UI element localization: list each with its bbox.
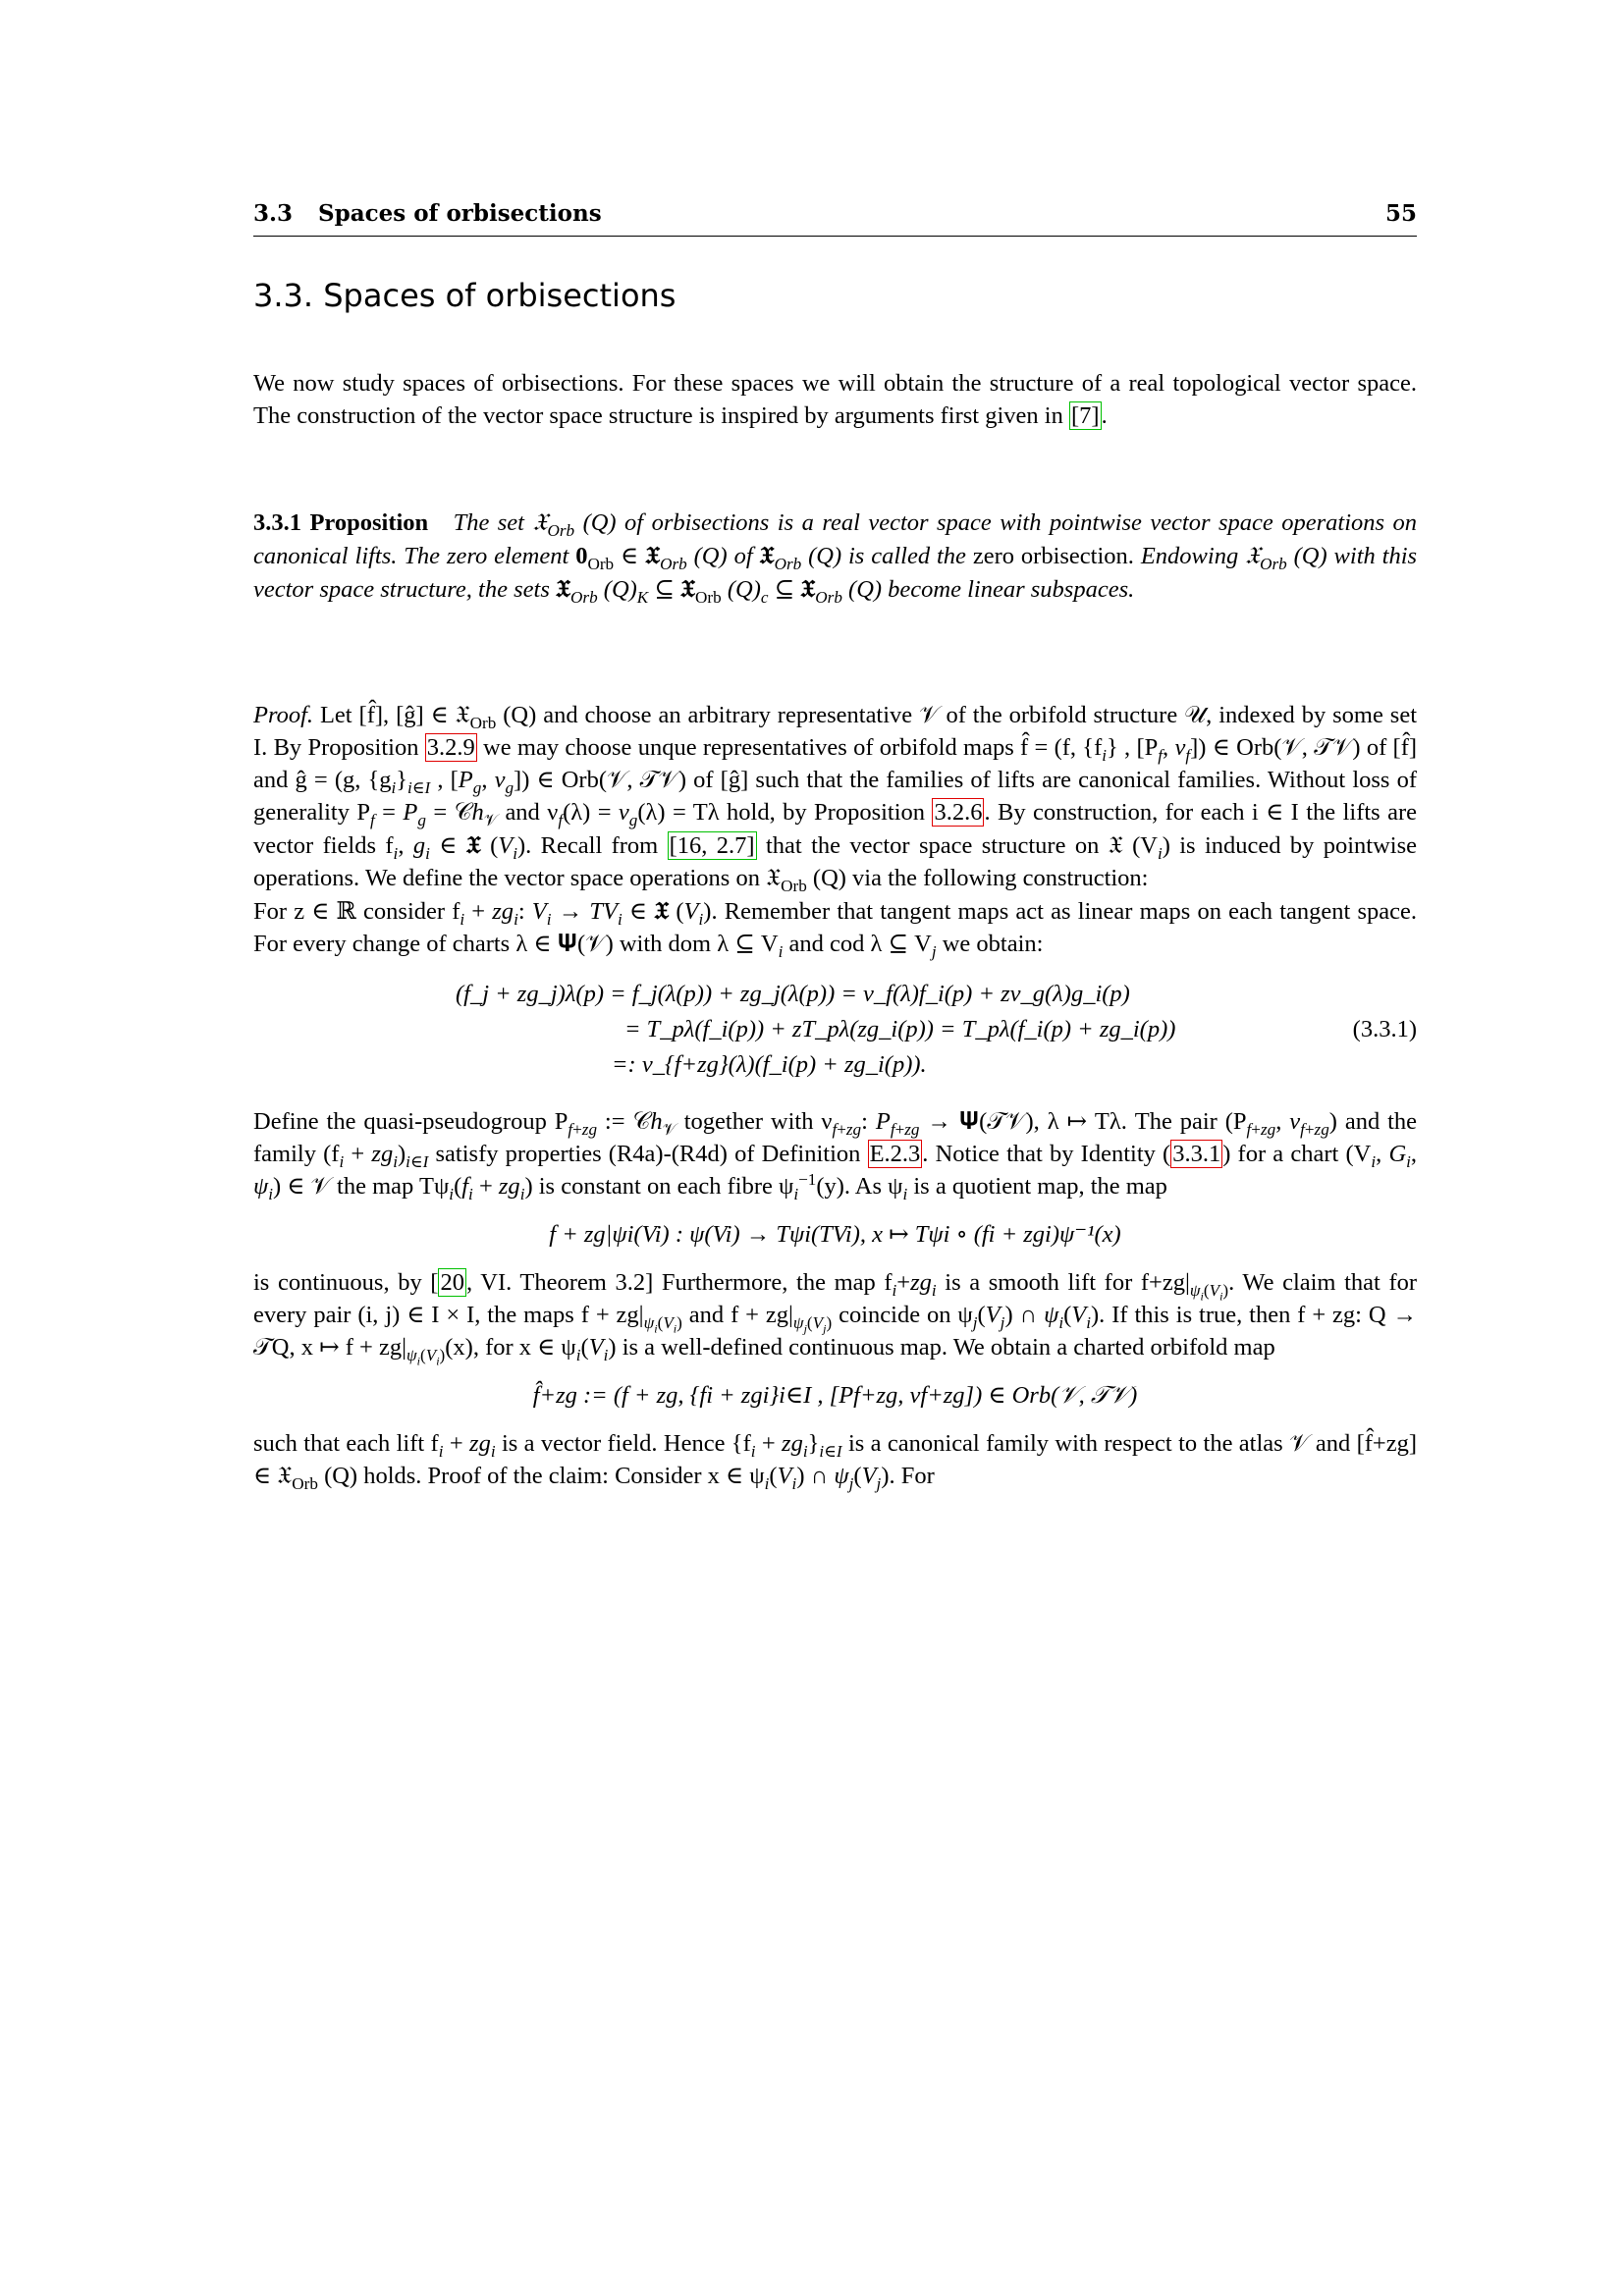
intro-paragraph: We now study spaces of orbisections. For these spaces we will obtain the structure of a real topological vector space. The construction of the vector space structure is inspired by arguments first given in [7].	[253, 370, 1417, 429]
citation-link-16[interactable]: [16, 2.7]	[669, 832, 755, 859]
equation-line-3: =: ν_{f+zg}(λ)(f_i(p) + zg_i(p)).	[612, 1051, 927, 1078]
proposition-3-3-1: 3.3.1 Proposition The set 𝔛$_{Orb}$ (Q) of orbisections is a real vector space with pointwise vector space operations on canonical lifts. The zero element $0_{Orb}$ ∈ 𝔛$_{Orb}$ (Q) of 𝔛$_{Orb}$ (Q) is called the zero orbisection. Endowing 𝔛$_{Orb}$ (Q) with this vector space structure, the sets 𝔛$_{Orb}$ $(Q)_K$ ⊆ 𝔛$_{Orb}$ $(Q)_c$ ⊆ 𝔛$_{Orb}$ (Q) become linear subspaces.	[253, 509, 1418, 607]
zero-word: zero	[972, 543, 1015, 569]
ref-eq-3-3-1[interactable]: 3.3.1	[1172, 1141, 1221, 1167]
proof-paragraph-1: Proof. Let [f̂], [ĝ] ∈ 𝔛$_{Orb}$ (Q) and choose an arbitrary representative 𝒱 of the orbifold structure 𝒰, indexed by some set I. By Proposition 3.2.9 we may choose unque representatives of orbifold maps f̂ = (f, $\{f_i\}$ , [$P_f$, $\nu_f$]) ∈ Orb(𝒱, 𝒯𝒱) of [f̂] and ĝ = (g, $\{g_i\}_{i\in I}$ , [$P_g$, $\nu_g$]) ∈ Orb(𝒱, 𝒯𝒱) of [ĝ] such that the families of lifts are canonical families. Without loss of generality $P_f = P_g$ = 𝒞h$_𝒱$ and $\nu_f(\lambda) = \nu_g(\lambda) = T\lambda$ hold, by Proposition 3.2.6. By construction, for each i ∈ I the lifts are vector fields $f_i$, $g_i$ ∈ 𝔛 $(V_i)$. Recall from [16, 2.7] that the vector space structure on 𝔛 $(V_i)$ is induced by pointwise operations. We define the vector space operations on 𝔛$_{Orb}$ (Q) via the following construction:	[253, 702, 1418, 895]
display-equation-continuity: f + zg|ψi(Vi) : ψ(Vi) → Tψi(TVi), x ↦ Tψi ∘ (fi + zgi)ψ⁻¹(x)	[549, 1221, 1121, 1248]
equation-line-1: (f_j + zg_j)λ(p) = f_j(λ(p)) + zg_j(λ(p)) = ν_f(λ)f_i(p) + zν_g(λ)g_i(p)	[456, 981, 1130, 1007]
ref-def-e-2-3[interactable]: E.2.3	[869, 1141, 921, 1167]
proof-paragraph-3: Define the quasi-pseudogroup $P_{f+zg}$ := 𝒞h$_𝒱$ together with $\nu_{f+zg}$: $P_{f+zg}$ → 𝚿(𝒯𝒱), λ ↦ Tλ. The pair ($P_{f+zg}$, $\nu_{f+zg}$) and the family $(f_i + zg_i)_{i\in I}$ satisfy properties (R4a)-(R4d) of Definition E.2.3. Notice that by Identity (3.3.1) for a chart ($V_i$, $G_i$, $\psi_i$) ∈ 𝒱 the map $T\psi_i(f_i + zg_i)$ is constant on each fibre $\psi_i^{-1}(y)$. As $\psi_i$ is a quotient map, the map	[253, 1108, 1418, 1203]
ref-prop-3-2-9[interactable]: 3.2.9	[426, 734, 475, 761]
header-section	[253, 200, 602, 227]
equation-line-2: = T_pλ(f_i(p)) + zT_pλ(zg_i(p)) = T_pλ(f_i(p) + zg_i(p))	[624, 1016, 1176, 1042]
running-header	[253, 196, 1417, 237]
header-section-number: 3.3	[253, 200, 294, 227]
citation-link-7[interactable]: [7]	[1070, 402, 1100, 429]
citation-link-20[interactable]: 20	[440, 1269, 464, 1296]
page-number: 55	[1384, 200, 1417, 227]
equation-3-3-1	[253, 978, 1417, 1088]
proof-block	[253, 699, 1417, 1492]
proof-paragraph-2: For z ∈ ℝ consider $f_i + zg_i$: $V_i \to TV_i$ ∈ 𝔛 $(V_i)$. Remember that tangent maps act as linear maps on each tangent space. For every change of charts λ ∈ 𝚿(𝒱) with dom λ ⊆ $V_i$ and cod λ ⊆ $V_j$ we obtain:	[253, 896, 1417, 961]
orbisection-word: orbisection.	[1020, 543, 1134, 569]
ref-prop-3-2-6[interactable]: 3.2.6	[934, 799, 983, 826]
equation-number: (3.3.1)	[1352, 1016, 1417, 1042]
header-section-title: Spaces of orbisections	[318, 200, 602, 227]
display-equation-orbifold-map: f̂+zg := (f + zg, {fi + zgi}i∈I , [Pf+zg, νf+zg]) ∈ Orb(𝒱, 𝒯𝒱)	[532, 1382, 1138, 1409]
section-heading: 3.3. Spaces of orbisections	[253, 277, 677, 314]
proof-label: Proof.	[253, 702, 314, 728]
proof-paragraph-5: such that each lift $f_i + zg_i$ is a vector field. Hence $\{f_i + zg_i\}_{i\in I}$ is a canonical family with respect to the atlas 𝒱 and [f̂+zg] ∈ 𝔛$_{Orb}$ (Q) holds. Proof of the claim: Consider x ∈ $\psi_i(V_i)$ ∩ $\psi_j(V_j)$. For	[253, 1430, 1417, 1493]
proof-paragraph-4: is continuous, by [20, VI. Theorem 3.2] Furthermore, the map $f_i+zg_i$ is a smooth lift for $f+zg|_{\psi_i(V_i)}$. We claim that for every pair (i, j) ∈ I × I, the maps $f + zg|_{\psi_i(V_i)}$ and $f + zg|_{\psi_j(V_j)}$ coincide on $\psi_j(V_j)$ ∩ $\psi_i(V_i)$. If this is true, then f + zg: Q → 𝒯Q, x ↦ $f + zg|_{\psi_i(V_i)}(x)$, for x ∈ $\psi_i(V_i)$ is a well-defined continuous map. We obtain a charted orbifold map	[253, 1269, 1418, 1368]
proposition-label: 3.3.1 Proposition	[253, 509, 429, 536]
intro-text: We now study spaces of orbisections. For these spaces we will obtain the structure of a real topological vector space. The construction of the vector space structure is inspired by arguments first given in	[253, 370, 1417, 429]
